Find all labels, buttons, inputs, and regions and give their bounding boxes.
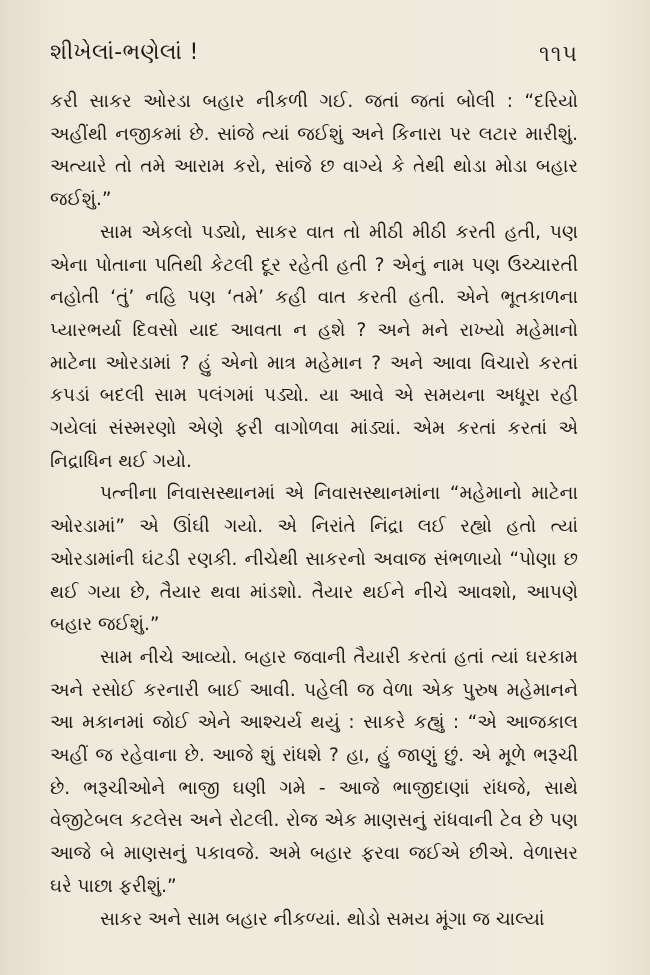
paragraph: સાકર અને સામ બહાર નીકળ્યાં. થોડો સમય મૂંગા જ ચાલ્યાં [100,908,545,930]
paragraph: સામ નીચે આવ્યો. બહાર જવાની તૈયારી કરતાં હતાં ત્યાં ઘરકામ અને રસોઈ કરનારી બાઈ આવી. પહેલી જ વેળા એક પુરુષ મહેમાનને આ મકાનમાં જોઈ એને આશ્ચર્ય થયું : સાકરે કહ્યું : “એ આજકાલ અહીં જ રહેવાના છે. આજે શું રાંધશે ? હા, હું જાણું છું. એ મૂળે ભરૂચી છે. ભરૂચીઓને ભાજી ઘણી ગમે - આજે ભાજીદાણાં રાંધજે, સાથે વેજીટેબલ કટલેસ અને રોટલી. રોજ એક માણસનું રાંધવાની ટેવ છે પણ આજે બે માણસનું પકાવજે. અમે બહાર ફરવા જઈએ છીએ. વેળાસર ઘરે પાછા ફરીશું.” [50,646,578,897]
page-header [50,40,578,80]
page-number: ૧૧૫ [538,42,578,67]
paragraph: પત્નીના નિવાસસ્થાનમાં એ નિવાસસ્થાનમાંના “મહેમાનો માટેના ઓરડામાં” એ ઊંઘી ગયો. એ નિરાંતે નિંદ્રા લઈ રહ્યો હતો ત્યાં ઓરડામાંની ઘંટડી રણકી. નીચેથી સાકરનો અવાજ સંભળાયો “પોણા છ થઈ ગયા છે, તૈયાર થવા માંડશો. તૈયાર થઈને નીચે આવશો, આપણે બહાર જઈશું.” [50,483,578,636]
running-title: શીખેલાં-ભણેલાં ! [50,40,199,65]
paragraph: સામ એકલો પડ્યો, સાકર વાત તો મીઠી મીઠી કરતી હતી, પણ એના પોતાના પતિથી કેટલી દૂર રહેતી હતી ? એનું નામ પણ ઉચ્ચારતી નહોતી ‘તું’ નહિ પણ ‘તમે’ કહી વાત કરતી હતી. એને ભૂતકાળના પ્યારભર્યા દિવસો યાદ આવતા ન હશે ? અને મને રાખ્યો મહેમાનો માટેના ઓરડામાં ? હું એનો માત્ર મહેમાન ? અને આવા વિચારો કરતાં કપડાં બદલી સામ પલંગમાં પડ્યો. યા આવે એ સમયના અધૂરા રહી ગયેલાં સંસ્મરણો એણે ફરી વાગોળવા માંડ્યાં. એમ કરતાં કરતાં એ નિદ્રાધિન થઈ ગયો. [50,221,578,472]
body-text [50,86,578,936]
paragraph: કરી સાકર ઓરડા બહાર નીકળી ગઈ. જતાં જતાં બોલી : “દરિયો અહીંથી નજીકમાં છે. સાંજે ત્યાં જઈશું અને કિનારા પર લટાર મારીશું. અત્યારે તો તમે આરામ કરો, સાંજે છ વાગ્યે કે તેથી થોડા મોડા બહાર જઈશું.” [50,91,578,211]
